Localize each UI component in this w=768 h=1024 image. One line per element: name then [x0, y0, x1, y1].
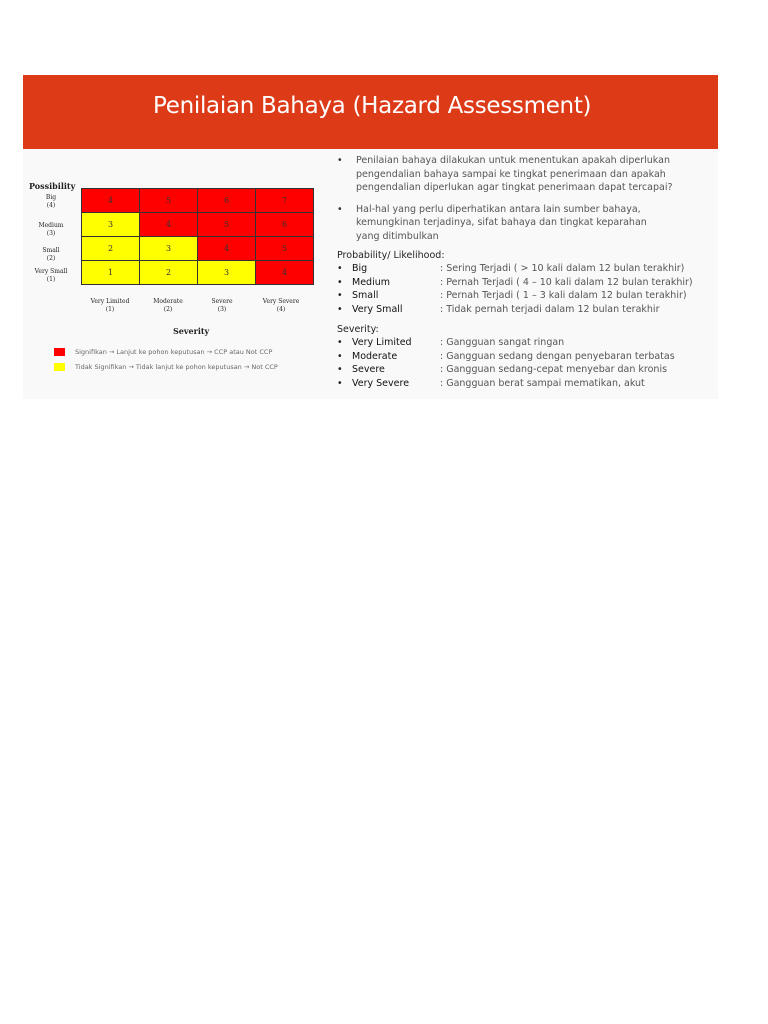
- definition-term: Small: [352, 290, 379, 301]
- y-label-very-small: [23, 268, 79, 283]
- y-label-small: [23, 247, 79, 262]
- bullet-text: Penilaian bahaya dilakukan untuk menentukan apakah diperlukan pengendalian bahaya sampai ke tingkat penerimaan dan apakah pengendalian diperlukan agar tingkat penerimaan dapat tercapai?: [356, 155, 673, 193]
- bullet-dot: •: [337, 377, 343, 389]
- matrix-cell: 3: [198, 261, 256, 285]
- x-label-score: (2): [163, 306, 173, 313]
- severity-list: [337, 336, 717, 390]
- definition-desc: : Sering Terjadi ( > 10 kali dalam 12 bulan terakhir): [440, 263, 685, 274]
- legend-text: Tidak Signifikan → Tidak lanjut ke pohon keputusan → Not CCP: [75, 363, 278, 371]
- title-bar: [23, 75, 718, 149]
- legend-not-significant: [54, 363, 278, 371]
- severity-title: Severity:: [337, 324, 379, 335]
- bullet-dot: •: [337, 203, 343, 215]
- definition-row: [337, 363, 717, 377]
- matrix-cell: 4: [198, 237, 256, 261]
- definition-row: [337, 336, 717, 350]
- definition-desc: : Pernah Terjadi ( 1 – 3 kali dalam 12 bulan terakhir): [440, 290, 687, 301]
- bullet-dot: •: [337, 290, 343, 301]
- x-label-score: (1): [105, 306, 115, 313]
- x-label-moderate: [139, 298, 197, 314]
- legend-swatch-yellow: [54, 363, 65, 371]
- x-label-text: Severe: [211, 298, 233, 305]
- definition-row: [337, 262, 717, 276]
- definition-row: [337, 276, 717, 290]
- matrix-cell: 1: [82, 261, 140, 285]
- bullet-dot: •: [337, 364, 343, 375]
- y-label-text: Small: [42, 247, 60, 254]
- matrix-cell: 2: [82, 237, 140, 261]
- matrix-cell: 6: [198, 189, 256, 213]
- bullet-paragraph: [337, 154, 717, 195]
- matrix-cell: 7: [256, 189, 314, 213]
- legend-significant: [54, 348, 272, 356]
- matrix-cell: 4: [256, 261, 314, 285]
- definition-row: [337, 289, 717, 303]
- legend-text: Signifikan → Lanjut ke pohon keputusan → CCP atau Not CCP: [75, 348, 273, 356]
- definition-desc: : Gangguan berat sampai mematikan, akut: [440, 377, 645, 389]
- y-label-text: Big: [45, 194, 57, 201]
- y-label-score: (3): [46, 229, 56, 237]
- matrix-cell: 5: [140, 189, 198, 213]
- x-label-text: Moderate: [153, 298, 183, 305]
- x-label-score: (4): [276, 306, 286, 313]
- definition-desc: : Pernah Terjadi ( 4 – 10 kali dalam 12 bulan terakhir): [440, 276, 693, 288]
- definition-term: Medium: [352, 276, 390, 288]
- definition-row: [337, 377, 717, 391]
- definition-term: Big: [352, 263, 368, 274]
- legend-swatch-red: [54, 348, 65, 356]
- slide-title: Penilaian Bahaya (Hazard Assessment): [153, 93, 592, 119]
- definition-row: [337, 350, 717, 364]
- bullet-text: Hal-hal yang perlu diperhatikan antara lain sumber bahaya, kemungkinan terjadinya, sifat bahaya dan tingkat keparahan yang ditimbulkan: [356, 203, 647, 242]
- matrix-cell: 4: [82, 189, 140, 213]
- matrix-cell: 3: [82, 213, 140, 237]
- bullet-dot: •: [337, 155, 343, 166]
- definition-term: Moderate: [352, 350, 398, 362]
- x-label-very-severe: [252, 298, 310, 314]
- x-label-very-limited: [81, 298, 139, 314]
- matrix-cell: 2: [140, 261, 198, 285]
- definition-desc: : Gangguan sedang dengan penyebaran terbatas: [440, 350, 675, 362]
- y-label-text: Medium: [38, 222, 64, 229]
- x-label-score: (3): [217, 306, 227, 313]
- bullet-paragraph: [337, 203, 717, 244]
- x-label-text: Very Limited: [90, 298, 130, 305]
- bullet-dot: •: [337, 276, 343, 288]
- definition-term: Severe: [352, 364, 385, 375]
- risk-matrix: [81, 188, 314, 285]
- slide: [23, 75, 718, 399]
- matrix-cell: 6: [256, 213, 314, 237]
- matrix-cell: 3: [140, 237, 198, 261]
- bullet-dot: •: [337, 303, 343, 315]
- bullet-dot: •: [337, 263, 343, 274]
- probability-title: Probability/ Likelihood:: [337, 250, 445, 261]
- definition-desc: : Gangguan sedang-cepat menyebar dan kronis: [440, 364, 668, 375]
- probability-list: [337, 262, 717, 316]
- definition-term: Very Small: [352, 303, 403, 315]
- y-label-score: (1): [46, 275, 56, 283]
- definition-term: Very Severe: [352, 377, 410, 389]
- definition-term: Very Limited: [352, 337, 412, 348]
- x-axis-title: Severity: [173, 326, 210, 336]
- content-panel: [337, 154, 717, 390]
- x-label-severe: [193, 298, 251, 314]
- definition-row: [337, 303, 717, 317]
- bullet-dot: •: [337, 350, 343, 362]
- definition-desc: : Gangguan sangat ringan: [440, 337, 565, 348]
- matrix-cell: 5: [198, 213, 256, 237]
- matrix-cell: 4: [140, 213, 198, 237]
- bullet-dot: •: [337, 337, 343, 348]
- y-axis-title: Possibility: [29, 181, 76, 191]
- y-label-score: (4): [46, 201, 56, 209]
- x-label-text: Very Severe: [262, 298, 300, 305]
- matrix-cell: 5: [256, 237, 314, 261]
- y-label-score: (2): [46, 254, 56, 262]
- definition-desc: : Tidak pernah terjadi dalam 12 bulan terakhir: [440, 303, 660, 315]
- y-label-medium: [23, 222, 79, 237]
- y-label-big: [23, 194, 79, 209]
- y-label-text: Very Small: [34, 268, 68, 275]
